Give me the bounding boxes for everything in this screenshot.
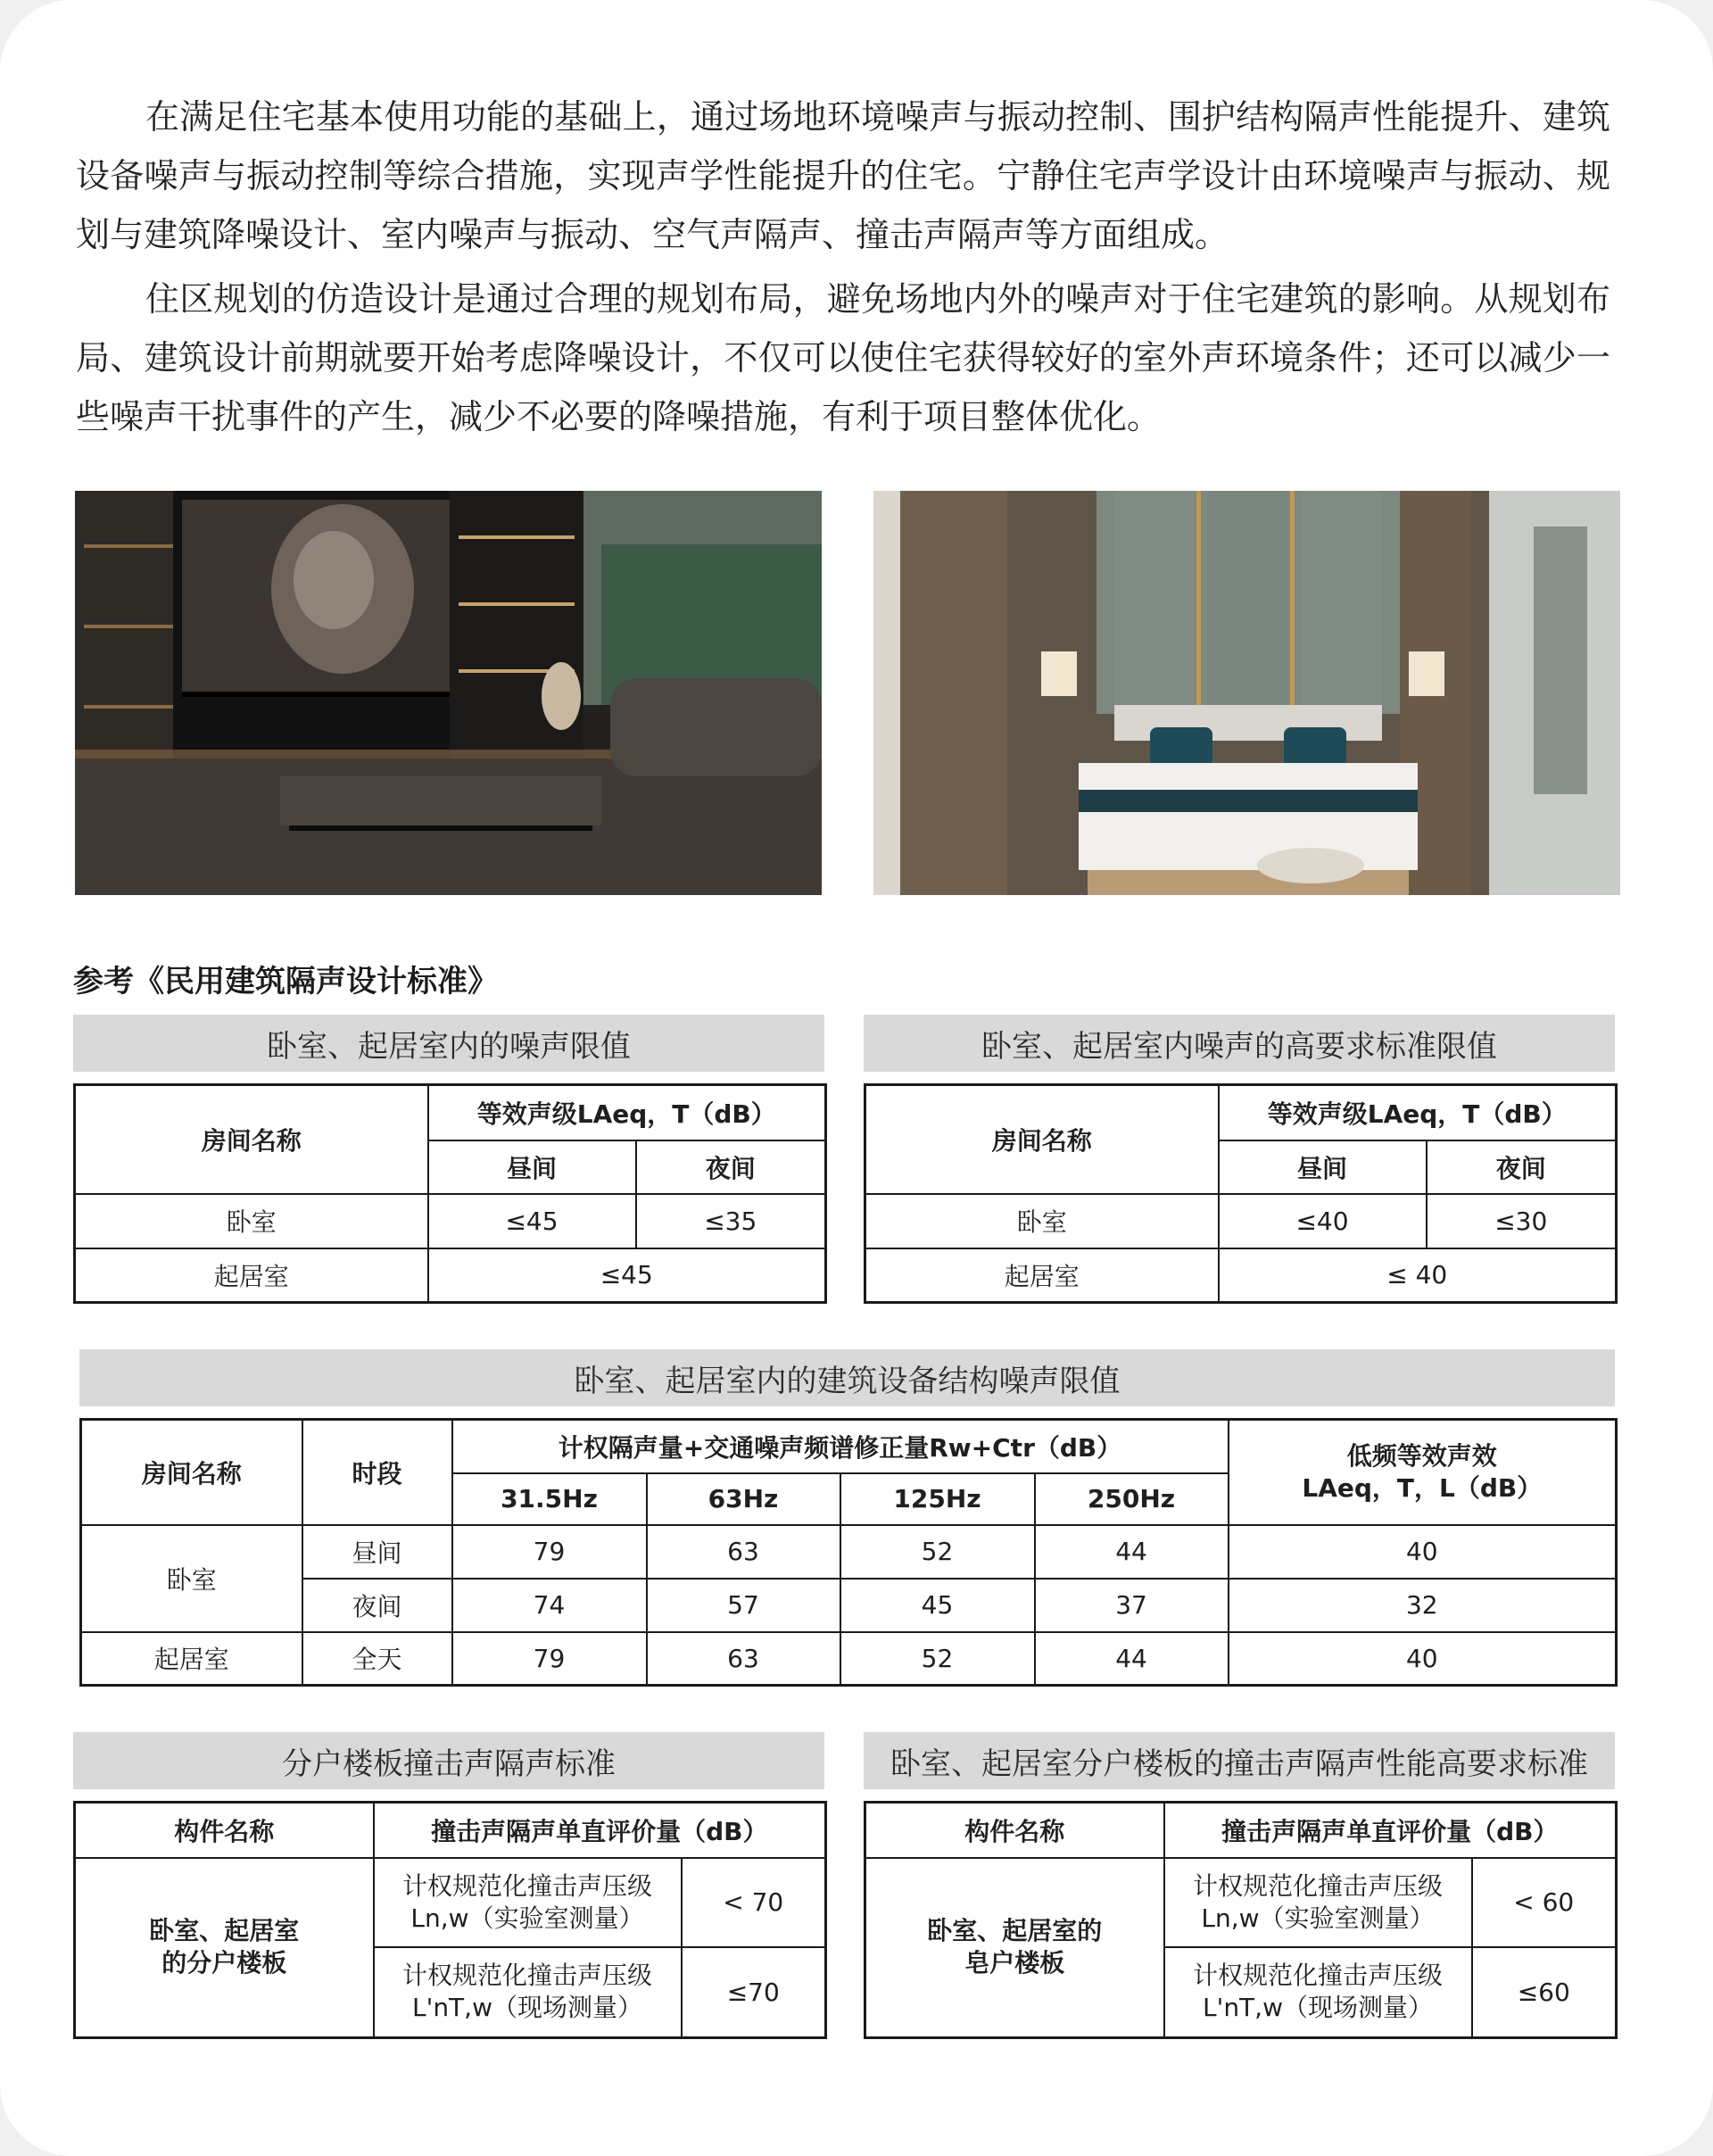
table1-noise-limits [73,1083,827,1304]
table2-head-night: 夜间 [1427,1140,1617,1194]
table5-component-line2: 皂户楼板 [964,1948,1065,1978]
table1-row1-day: ≤45 [428,1194,636,1248]
table4-m2-line2: L'nT,w（现场测量） [412,1993,642,2023]
table3-row3-v2: 63 [647,1632,840,1686]
table3-row3-low: 40 [1229,1632,1617,1686]
table3-row3-v1: 79 [452,1632,647,1686]
table1-row2-value: ≤45 [428,1248,826,1303]
table3-head-low-line2: LAeq，T，L（dB） [1302,1472,1543,1503]
table1-head-night: 夜间 [636,1140,826,1194]
table4-head-value: 撞击声隔声单直评价量（dB） [374,1803,826,1858]
table3-row2-v2: 57 [647,1579,840,1632]
table3-head-low-frequency [1229,1420,1617,1525]
table4-m1-line2: Ln,w（实验室测量） [410,1903,644,1933]
table4-impact-sound-standard [73,1801,827,2039]
table3-equipment-noise-limits [79,1418,1618,1687]
table5-m1-line1: 计权规范化撞击声压级 [1192,1870,1443,1901]
table2-row1-name: 卧室 [865,1194,1219,1248]
table3-row2-low: 32 [1229,1579,1617,1632]
table3-freq-63: 63Hz [647,1473,840,1525]
intro-paragraph: 在满足住宅基本使用功能的基础上，通过场地环境噪声与振动控制、围护结构隔声性能提升、建筑设备噪声与振动控制等综合措施，实现声学性能提升的住宅。宁静住宅声学设计由环境噪声与振动、规划与建筑降噪设计、室内噪声与振动、空气声隔声、撞击声隔声等方面组成。 [76,97,1610,254]
table3-freq-250: 250Hz [1035,1473,1229,1525]
table2-title: 卧室、起居室内噪声的高要求标准限值 [864,1015,1615,1072]
table1-row1-name: 卧室 [75,1194,428,1248]
table2-row1-day: ≤40 [1219,1194,1427,1248]
reference-title: 参考《民用建筑隔声设计标准》 [73,964,498,999]
table3-freq-31: 31.5Hz [452,1473,647,1525]
planning-paragraph: 住区规划的仿造设计是通过合理的规划布局，避免场地内外的噪声对于住宅建筑的影响。从规划布局、建筑设计前期就要开始考虑降噪设计，不仅可以使住宅获得较好的室外声环境条件；还可以减少一些噪声干扰事件的产生，减少不必要的降噪措施，有利于项目整体优化。 [76,279,1610,436]
table2-head-level: 等效声级LAeq，T（dB） [1219,1085,1617,1140]
table1-head-level: 等效声级LAeq，T（dB） [428,1085,826,1140]
table5-m2-line2: L'nT,w（现场测量） [1203,1993,1433,2023]
table5-head-value: 撞击声隔声单直评价量（dB） [1164,1803,1617,1858]
table5-component [865,1858,1164,2038]
table4-m1-line1: 计权规范化撞击声压级 [401,1870,652,1901]
table5-m2-line1: 计权规范化撞击声压级 [1192,1961,1443,1991]
table4-head-component: 构件名称 [75,1803,374,1858]
table1-row2-name: 起居室 [75,1248,428,1303]
table3-row2-period: 夜间 [302,1579,452,1632]
table3-row2-v1: 74 [452,1579,647,1632]
table5-measure-lab [1164,1858,1472,1947]
table1-title: 卧室、起居室内的噪声限值 [73,1015,824,1072]
table3-title: 卧室、起居室内的建筑设备结构噪声限值 [79,1349,1615,1406]
bedroom-illustration [873,491,1620,895]
table2-head-day: 昼间 [1219,1140,1427,1194]
table3-living: 起居室 [81,1632,302,1686]
table1-head-room: 房间名称 [75,1085,428,1194]
table3-row1-v1: 79 [452,1525,647,1579]
table5-measure-site [1164,1947,1472,2038]
table3-head-rw: 计权隔声量+交通噪声频谱修正量Rw+Ctr（dB） [452,1420,1229,1473]
table3-head-room: 房间名称 [81,1420,302,1525]
table4-m2-line1: 计权规范化撞击声压级 [401,1961,652,1991]
table4-component [75,1858,374,2038]
living-room-photo [75,491,822,895]
table2-row2-value: ≤ 40 [1219,1248,1617,1303]
table2-row2-name: 起居室 [865,1248,1219,1303]
table5-m1-value: < 60 [1472,1858,1617,1947]
table5-component-line1: 卧室、起居室的 [927,1916,1103,1946]
table3-row1-v4: 44 [1035,1525,1229,1579]
table2-row1-night: ≤30 [1427,1194,1617,1248]
table3-row3-v3: 52 [840,1632,1035,1686]
table3-row2-v4: 37 [1035,1579,1229,1632]
table3-row3-v4: 44 [1035,1632,1229,1686]
table4-measure-site [374,1947,682,2038]
living-room-illustration [75,491,822,895]
table5-impact-sound-high-standard [864,1801,1618,2039]
table3-row2-v3: 45 [840,1579,1035,1632]
table3-row1-v3: 52 [840,1525,1035,1579]
table3-row3-period: 全天 [302,1632,452,1686]
table4-title: 分户楼板撞击声隔声标准 [73,1732,824,1789]
table2-high-standard-limits [864,1083,1618,1304]
table4-component-line2: 的分户楼板 [161,1948,287,1978]
table4-m2-value: ≤70 [682,1947,826,2038]
table1-row1-night: ≤35 [636,1194,826,1248]
table1-head-day: 昼间 [428,1140,636,1194]
table3-row1-period: 昼间 [302,1525,452,1579]
table3-row1-low: 40 [1229,1525,1617,1579]
table5-head-component: 构件名称 [865,1803,1164,1858]
table5-m2-value: ≤60 [1472,1947,1617,2038]
table3-head-period: 时段 [302,1420,452,1525]
table4-component-line1: 卧室、起居室 [149,1916,300,1946]
table4-measure-lab [374,1858,682,1947]
table5-m1-line2: Ln,w（实验室测量） [1201,1903,1435,1933]
table3-freq-125: 125Hz [840,1473,1035,1525]
table3-head-low-line1: 低频等效声效 [1346,1440,1497,1471]
table5-title: 卧室、起居室分户楼板的撞击声隔声性能高要求标准 [864,1732,1615,1789]
table3-row1-v2: 63 [647,1525,840,1579]
table4-m1-value: < 70 [682,1858,826,1947]
table2-head-room: 房间名称 [865,1085,1219,1194]
table3-bedroom: 卧室 [81,1525,302,1632]
bedroom-photo [873,491,1620,895]
